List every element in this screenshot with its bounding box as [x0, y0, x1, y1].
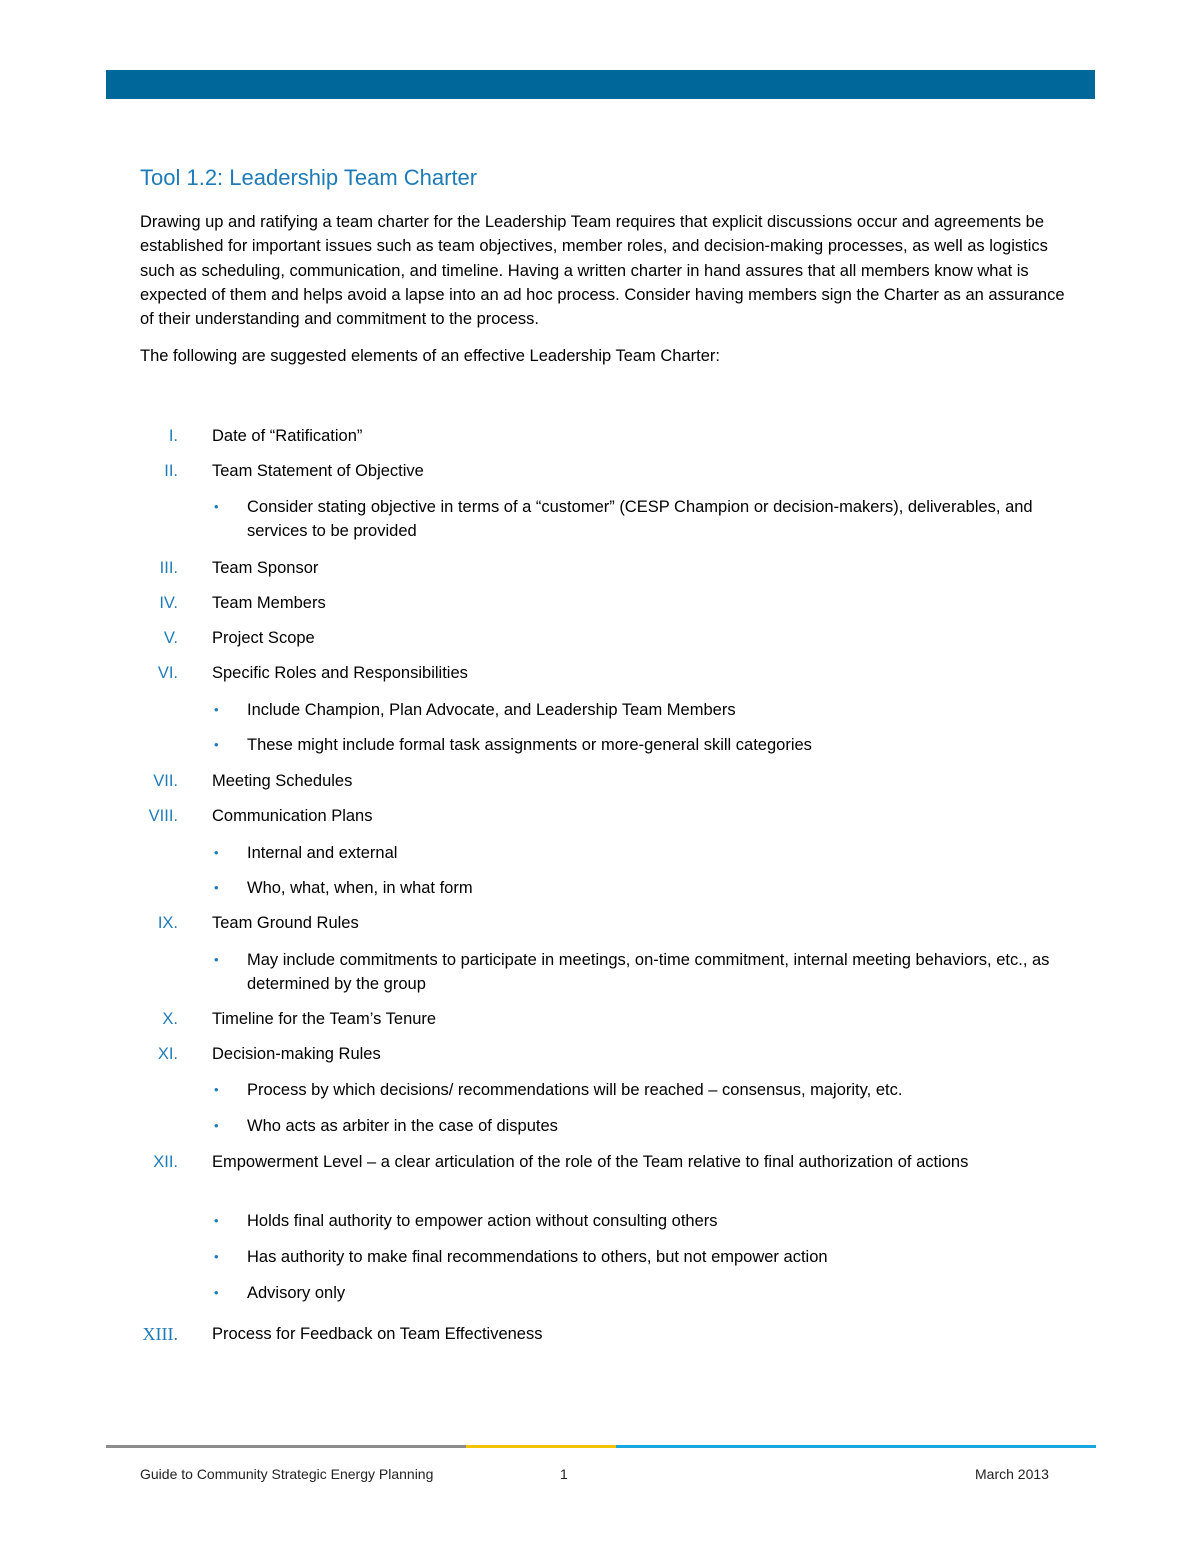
list-item-label: Meeting Schedules — [212, 772, 353, 790]
bullet-icon: • — [214, 499, 219, 514]
list-item-label: Date of “Ratification” — [212, 427, 363, 445]
bullet-icon: • — [214, 1285, 219, 1300]
list-item-label: Project Scope — [212, 629, 315, 647]
bullet-icon: • — [214, 880, 219, 895]
list-item-label: Empowerment Level – a clear articulation of the role of the Team relative to final authorization of actions — [212, 1153, 969, 1171]
roman-numeral: III. — [159, 559, 178, 577]
roman-numeral: VI. — [157, 664, 178, 682]
bullet-icon: • — [214, 1249, 219, 1264]
footer-rule-gray — [106, 1445, 466, 1448]
list-item-label: Decision-making Rules — [212, 1045, 381, 1063]
roman-numeral: IX. — [157, 914, 178, 932]
list-item-label: Team Statement of Objective — [212, 462, 424, 480]
lead-sentence: The following are suggested elements of an effective Leadership Team Charter: — [140, 347, 720, 365]
roman-numeral: VIII. — [148, 807, 178, 825]
footer-document-title: Guide to Community Strategic Energy Planning — [140, 1466, 434, 1482]
list-item-label: Process for Feedback on Team Effectiveness — [212, 1325, 543, 1343]
intro-paragraph: Drawing up and ratifying a team charter for the Leadership Team requires that explicit discussions occur and agreements be established for important issues such as team objectives, member roles, and decision-making processes, as well as logistics such as scheduling, communication, and timeline. Having a written charter in hand assures that all members know what is expected of them and helps avoid a lapse into an ad hoc process. Consider having members sign the Charter as an assurance of their understanding and commitment to the process. — [140, 213, 1065, 329]
bullet-icon: • — [214, 1082, 219, 1097]
sub-list-item-label: Consider stating objective in terms of a “customer” (CESP Champion or decision-makers), deliverables, and services to be provided — [247, 498, 1033, 540]
roman-numeral: V. — [163, 629, 178, 647]
bullet-icon: • — [214, 845, 219, 860]
bullet-icon: • — [214, 1213, 219, 1228]
roman-numeral: II. — [164, 462, 178, 480]
footer-rule-blue — [616, 1445, 1096, 1448]
sub-list-item-label: Advisory only — [247, 1284, 346, 1302]
sub-list-item-label: May include commitments to participate in meetings, on-time commitment, internal meeting behaviors, etc., as determined by the group — [247, 951, 1050, 993]
sub-list-item-label: These might include formal task assignments or more-general skill categories — [247, 736, 812, 754]
roman-numeral: VII. — [153, 772, 178, 790]
sub-list-item-label: Holds final authority to empower action without consulting others — [247, 1212, 718, 1230]
sub-list-item-label: Who, what, when, in what form — [247, 879, 473, 897]
sub-list-item-label: Has authority to make final recommendations to others, but not empower action — [247, 1248, 828, 1266]
sub-list-item-label: Include Champion, Plan Advocate, and Leadership Team Members — [247, 701, 736, 719]
bullet-icon: • — [214, 737, 219, 752]
bullet-icon: • — [214, 1118, 219, 1133]
roman-numeral: I. — [168, 427, 178, 445]
sub-list-item-label: Who acts as arbiter in the case of disputes — [247, 1117, 558, 1135]
footer-page-number: 1 — [560, 1466, 568, 1482]
footer-rule-gold — [466, 1445, 616, 1448]
bullet-icon: • — [214, 702, 219, 717]
page-title: Tool 1.2: Leadership Team Charter — [140, 165, 478, 190]
header-bar — [106, 70, 1095, 99]
roman-numeral: XII. — [153, 1153, 178, 1171]
sub-list-item-label: Internal and external — [247, 844, 398, 862]
list-item-label: Team Ground Rules — [212, 914, 359, 932]
list-item-label: Communication Plans — [212, 807, 373, 825]
list-item-label: Team Sponsor — [212, 559, 319, 577]
roman-numeral: IV. — [159, 594, 178, 612]
roman-numeral: X. — [162, 1010, 178, 1028]
roman-numeral: XI. — [157, 1045, 178, 1063]
list-item-label: Team Members — [212, 594, 326, 612]
roman-numeral: XIII. — [142, 1324, 178, 1344]
footer-date: March 2013 — [975, 1466, 1049, 1482]
bullet-icon: • — [214, 952, 219, 967]
sub-list-item-label: Process by which decisions/ recommendations will be reached – consensus, majority, etc. — [247, 1081, 903, 1099]
list-item-label: Specific Roles and Responsibilities — [212, 664, 468, 682]
list-item-label: Timeline for the Team’s Tenure — [212, 1010, 437, 1028]
